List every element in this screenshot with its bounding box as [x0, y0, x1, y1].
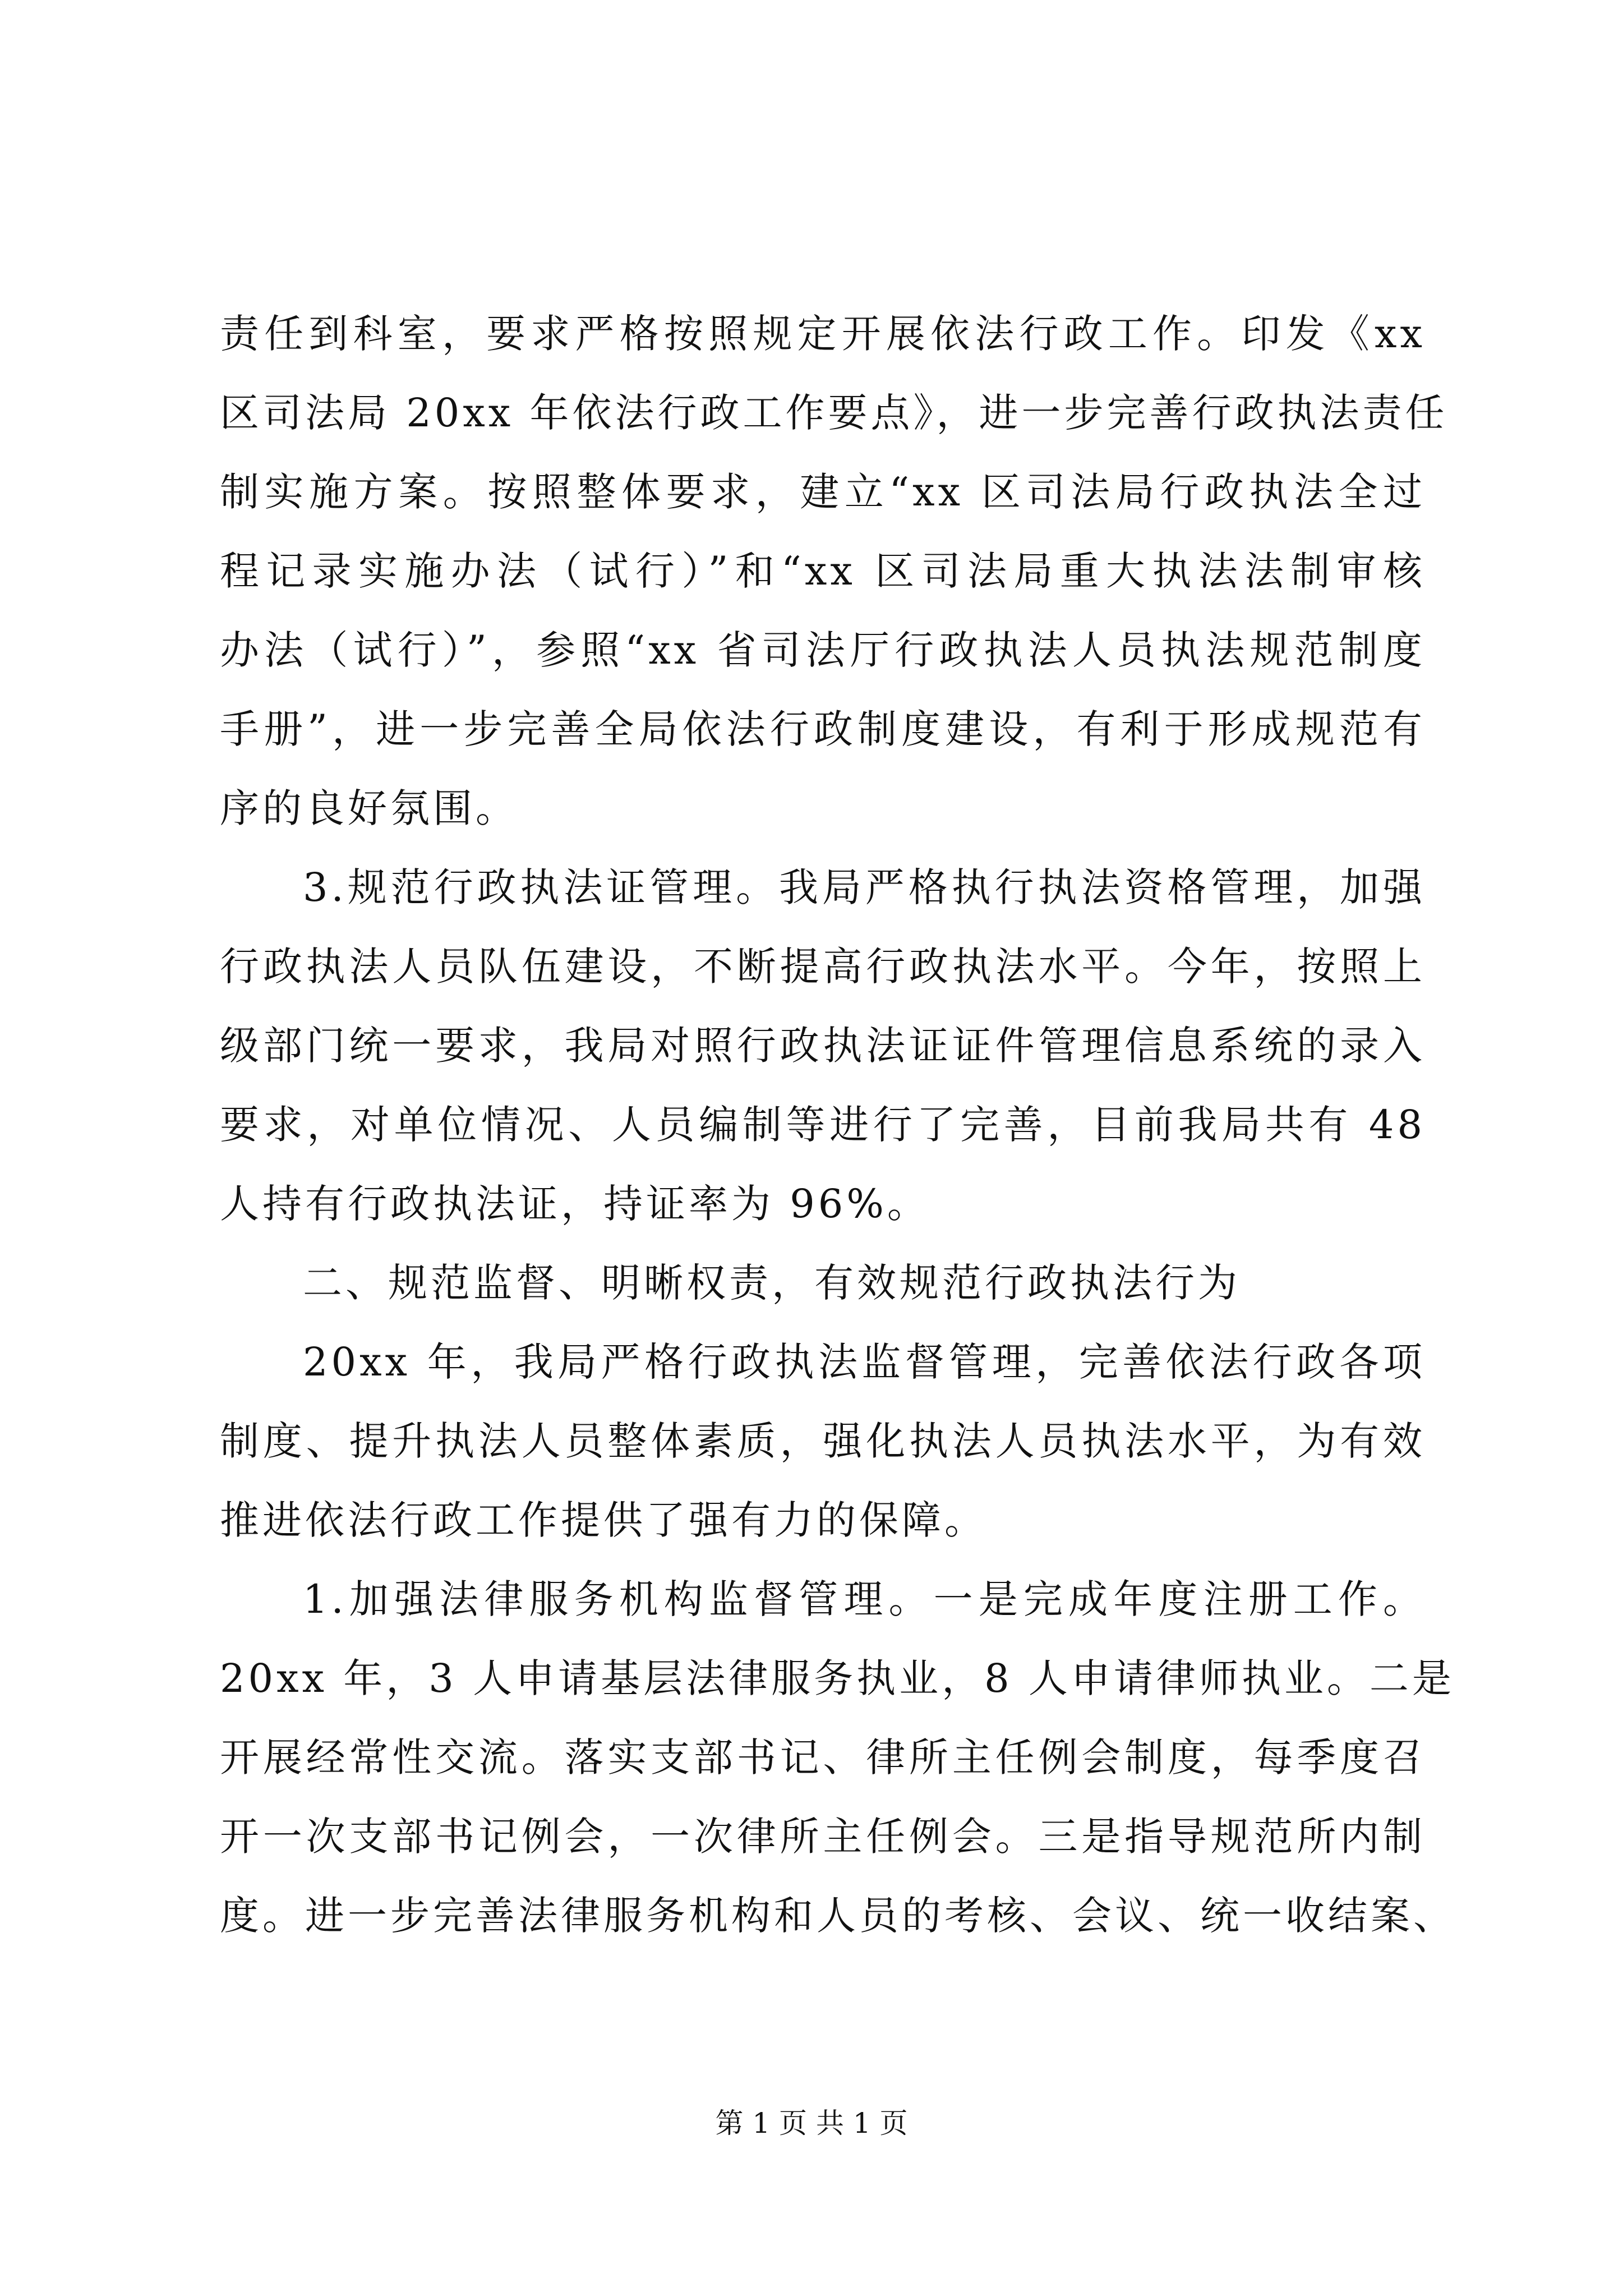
text-line: 责任到科室，要求严格按照规定开展依法行政工作。印发《xx: [220, 311, 1426, 357]
body-text: [220, 295, 1456, 1955]
text-line: 办法（试行）”，参照“xx 省司法厅行政执法人员执法规范制度: [220, 627, 1426, 673]
text-line: 手册”，进一步完善全局依法行政制度建设，有利于形成规范有: [220, 706, 1426, 752]
text-line: 级部门统一要求，我局对照行政执法证证件管理信息系统的录入: [220, 1023, 1426, 1069]
text-line: 开一次支部书记例会，一次律所主任例会。三是指导规范所内制: [220, 1814, 1426, 1860]
text-line: 要求，对单位情况、人员编制等进行了完善，目前我局共有 48: [220, 1102, 1426, 1148]
section-heading: 二、规范监督、明晰权责，有效规范行政执法行为: [303, 1260, 1241, 1306]
text-line: 行政执法人员队伍建设，不断提高行政执法水平。今年，按照上: [220, 944, 1426, 990]
text-line: 开展经常性交流。落实支部书记、律所主任例会制度，每季度召: [220, 1734, 1426, 1780]
text-line: 20xx 年，3 人申请基层法律服务执业，8 人申请律师执业。二是: [220, 1655, 1455, 1701]
text-line: 区司法局 20xx 年依法行政工作要点》，进一步完善行政执法责任: [220, 390, 1448, 436]
text-line: 20xx 年，我局严格行政执法监督管理，完善依法行政各项: [303, 1339, 1426, 1385]
text-line: 序的良好氛围。: [220, 785, 518, 831]
text-line: 制度、提升执法人员整体素质，强化执法人员执法水平，为有效: [220, 1418, 1426, 1464]
text-line: 程记录实施办法（试行）”和“xx 区司法局重大执法法制审核: [220, 548, 1426, 594]
text-line: 推进依法行政工作提供了强有力的保障。: [220, 1497, 987, 1543]
text-line: 人持有行政执法证，持证率为 96%。: [220, 1181, 930, 1227]
text-line: 度。进一步完善法律服务机构和人员的考核、会议、统一收结案、: [220, 1893, 1456, 1939]
section-heading-line: 3.规范行政执法证管理。我局严格执行执法资格管理，加强: [303, 864, 1426, 910]
page-number-footer: 第 1 页 共 1 页: [715, 2107, 908, 2139]
text-line: 制实施方案。按照整体要求，建立“xx 区司法局行政执法全过: [220, 469, 1426, 515]
section-heading-line: 1.加强法律服务机构监督管理。一是完成年度注册工作。: [303, 1576, 1426, 1622]
